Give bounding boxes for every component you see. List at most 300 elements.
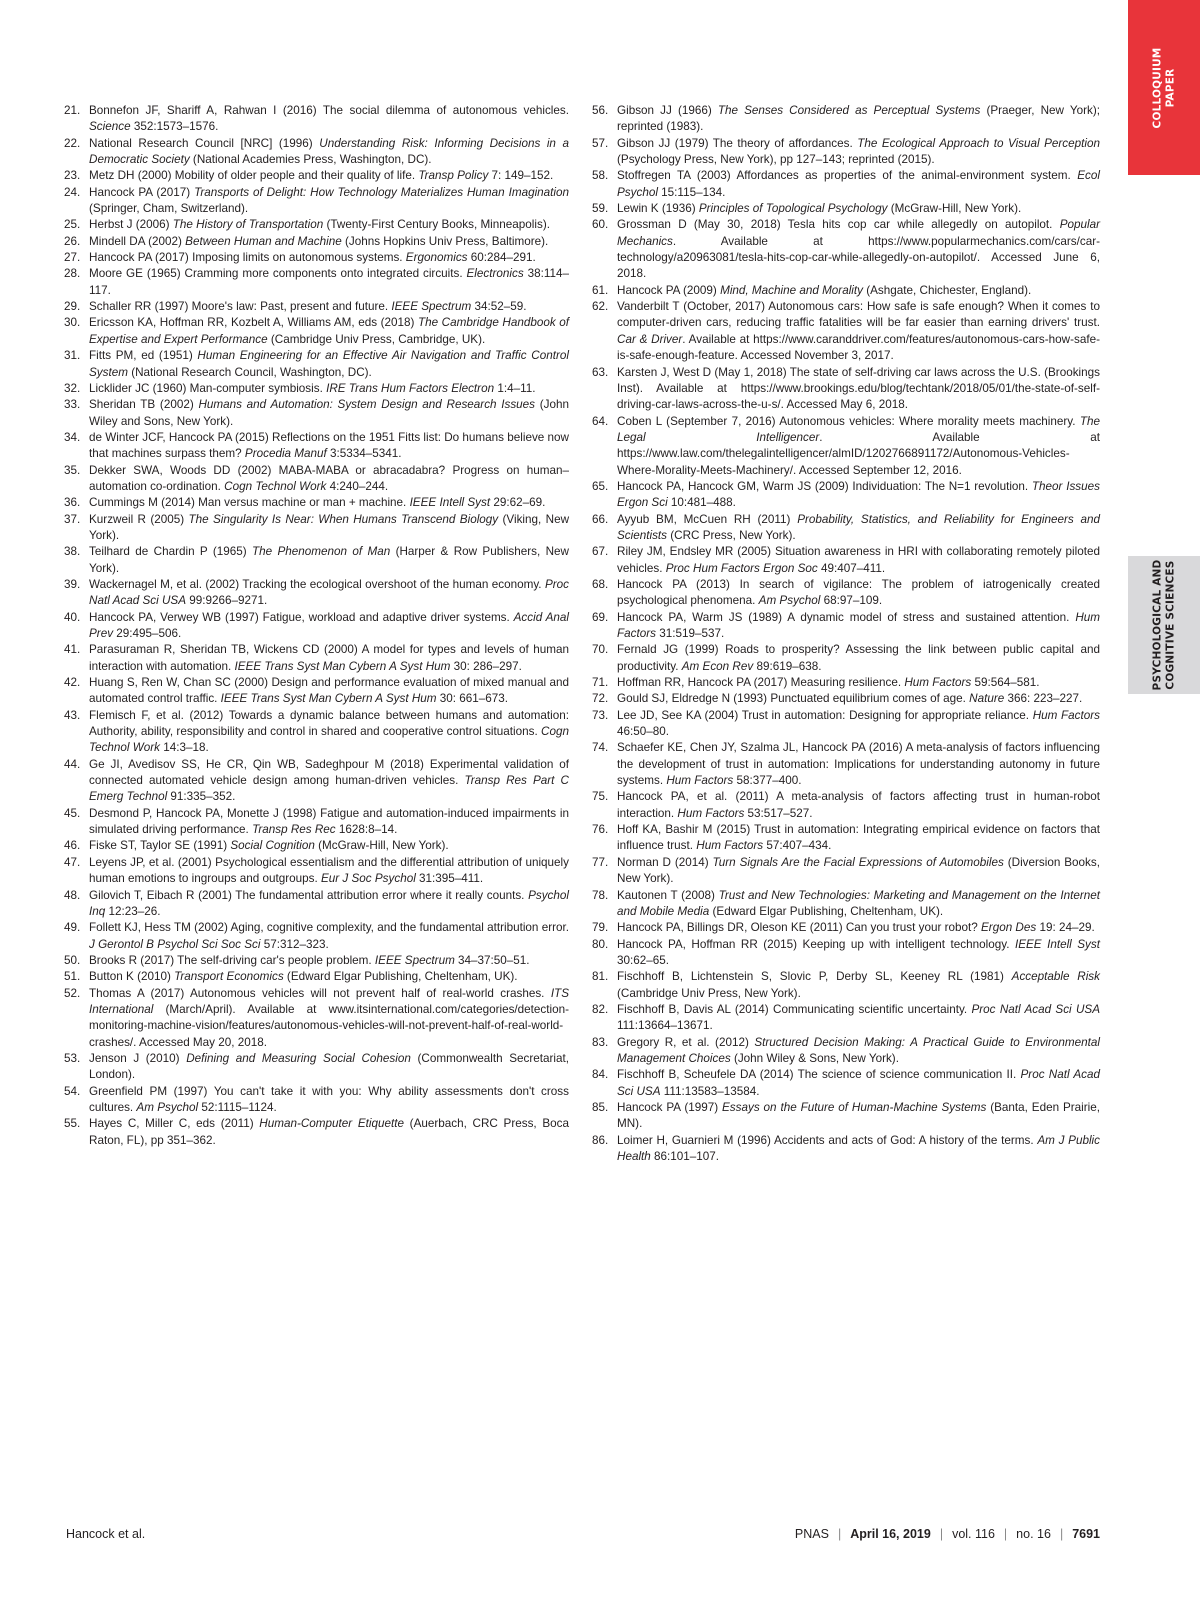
reference-text: Sheridan TB (2002) — [89, 398, 199, 412]
reference-source: Ergonomics — [405, 251, 468, 265]
reference-text: Ericsson KA, Hoffman RR, Kozbelt A, Williams AM, eds (2018) — [89, 316, 418, 330]
reference-number: 81. — [592, 970, 609, 984]
reference-number: 71. — [592, 676, 609, 690]
reference-text: de Winter JCF, Hancock PA (2015) Reflections on the 1951 Fitts list: Do humans believe now that machines surpass them? — [89, 430, 569, 461]
reference-text: (Commonwealth Secretariat, London). — [89, 1051, 569, 1082]
reference-source: Hum Factors — [666, 774, 734, 788]
reference-source: The Singularity Is Near: When Humans Transcend Biology — [188, 512, 499, 526]
reference-text: Wackernagel M, et al. (2002) Tracking the ecological overshoot of the human economy. — [89, 577, 545, 591]
reference-item — [592, 1035, 1100, 1068]
reference-source: Am J Public Health — [617, 1133, 1100, 1163]
reference-source: The Ecological Approach to Visual Perception — [857, 136, 1100, 150]
reference-number: 28. — [64, 267, 81, 281]
reference-text: 58:377–400. — [733, 774, 802, 788]
reference-text: Follett KJ, Hess TM (2002) Aging, cognitive complexity, and the fundamental attribution error. — [89, 921, 569, 935]
reference-text: . Available at https://www.popularmechanics.com/cars/car-technology/a20963081/tesla-hits-cop-car-while-allegedly-on-autopilot/. Accessed June 6, 2018. — [617, 234, 1100, 281]
reference-item — [64, 512, 569, 545]
footer-date: April 16, 2019 — [850, 1527, 931, 1541]
reference-item — [64, 1051, 569, 1084]
reference-text: Lee JD, See KA (2004) Trust in automation: Designing for appropriate reliance. — [617, 708, 1033, 722]
reference-number: 72. — [592, 692, 609, 706]
reference-text: Hancock PA, Billings DR, Oleson KE (2011) Can you trust your robot? — [617, 921, 981, 935]
reference-source: Psychol Inq — [89, 888, 569, 918]
reference-number: 56. — [592, 104, 609, 117]
reference-source: Transport Economics — [174, 970, 284, 984]
reference-source: Proc Hum Factors Ergon Soc — [665, 561, 818, 575]
reference-source: Electronics — [466, 267, 524, 281]
reference-number: 66. — [592, 512, 609, 526]
reference-source: Trust and New Technologies: Marketing and Management on the Internet and Mobile Media — [617, 888, 1100, 918]
reference-number: 83. — [592, 1035, 609, 1049]
reference-number: 47. — [64, 855, 81, 869]
reference-text: Hoffman RR, Hancock PA (2017) Measuring resilience. — [617, 676, 905, 690]
reference-text: 30: 286–297. — [450, 659, 522, 673]
reference-number: 49. — [64, 921, 81, 935]
reference-source: IEEE Trans Syst Man Cybern A Syst Hum — [234, 659, 451, 673]
reference-source: The History of Transportation — [172, 218, 324, 232]
reference-text: Greenfield PM (1997) You can't take it with you: Why ability assessments don't cross cultures. — [89, 1084, 569, 1114]
reference-item — [64, 642, 569, 675]
reference-item — [592, 299, 1100, 364]
footer-authors: Hancock et al. — [66, 1527, 146, 1541]
reference-source: Procedia Manuf — [244, 447, 327, 461]
reference-text: 4:240–244. — [326, 479, 389, 493]
reference-number: 60. — [592, 218, 609, 232]
reference-text: Huang S, Ren W, Chan SC (2000) Design and performance evaluation of mixed manual and automated control traffic. — [89, 676, 569, 706]
reference-number: 74. — [592, 741, 609, 755]
reference-number: 29. — [64, 300, 81, 314]
reference-item — [592, 1133, 1100, 1166]
reference-source: Theor Issues Ergon Sci — [617, 479, 1100, 510]
reference-text: 1:4–11. — [494, 381, 536, 395]
reference-text: (Auerbach, CRC Press, Boca Raton, FL), pp 351–362. — [89, 1117, 569, 1147]
reference-number: 53. — [64, 1051, 81, 1065]
reference-text: (National Research Council, Washington, DC). — [127, 365, 372, 379]
reference-source: The Cambridge Handbook of Expertise and Expert Performance — [89, 316, 569, 346]
reference-text: Cummings M (2014) Man versus machine or man + machine. — [89, 496, 410, 510]
reference-text: (Edward Elgar Publishing, Cheltenham, UK). — [709, 904, 944, 918]
references-column-left — [64, 103, 569, 1149]
reference-text: 30:62–65. — [617, 953, 669, 967]
reference-text: . Available at https://www.caranddriver.com/features/autonomous-cars-how-safe-is-safe-enough-feature. Accessed November 3, 2017. — [617, 332, 1100, 363]
reference-text: Hancock PA, Hoffman RR (2015) Keeping up with intelligent technology. — [617, 937, 1015, 951]
reference-item — [64, 757, 569, 806]
section-label — [1151, 560, 1177, 691]
reference-source: Human-Computer Etiquette — [259, 1117, 404, 1131]
reference-text: 352:1573–1576. — [130, 120, 219, 134]
reference-source: The Phenomenon of Man — [252, 545, 391, 559]
reference-text: Hancock PA, Verwey WB (1997) Fatigue, workload and adaptive driver systems. — [89, 610, 514, 624]
reference-source: IEEE Intell Syst — [409, 496, 491, 510]
reference-number: 25. — [64, 218, 81, 232]
reference-item — [592, 969, 1100, 1002]
reference-item — [64, 250, 569, 266]
reference-text: 31:519–537. — [655, 627, 725, 640]
reference-item — [592, 888, 1100, 921]
reference-source: J Gerontol B Psychol Sci Soc Sci — [89, 937, 261, 951]
reference-text: Hancock PA (2017) Imposing limits on autonomous systems. — [89, 251, 406, 265]
reference-item — [592, 365, 1100, 414]
reference-text: Gould SJ, Eldredge N (1993) Punctuated equilibrium comes of age. — [617, 692, 970, 706]
reference-text: (Diversion Books, New York). — [617, 855, 1100, 886]
reference-text: Metz DH (2000) Mobility of older people and their quality of life. — [89, 169, 419, 183]
reference-number: 55. — [64, 1117, 81, 1131]
reference-text: Parasuraman R, Sheridan TB, Wickens CD (2000) A model for types and levels of human interaction with automation. — [89, 643, 569, 673]
reference-number: 26. — [64, 234, 81, 248]
reference-source: Proc Natl Acad Sci USA — [971, 1002, 1100, 1016]
reference-item — [64, 577, 569, 610]
reference-text: Gregory R, et al. (2012) — [617, 1035, 755, 1049]
reference-text: 89:619–638. — [753, 659, 822, 673]
reference-text: Lewin K (1936) — [617, 202, 699, 216]
reference-text: Leyens JP, et al. (2001) Psychological essentialism and the differential attribution of uniquely human emotions to ingroups and outgroups. — [89, 855, 569, 886]
reference-text: 60:284–291. — [467, 251, 536, 265]
reference-item — [64, 234, 569, 250]
reference-item — [64, 920, 569, 953]
reference-source: The Legal Intelligencer — [617, 414, 1100, 444]
reference-text: (Psychology Press, New York), pp 127–143; reprinted (2015). — [617, 153, 935, 167]
reference-item — [64, 168, 569, 184]
reference-text: Norman D (2014) — [617, 855, 713, 869]
reference-number: 78. — [592, 888, 609, 902]
reference-text: (Banta, Eden Prairie, MN). — [617, 1100, 1100, 1131]
reference-item — [64, 299, 569, 315]
reference-text: Moore GE (1965) Cramming more components onto integrated circuits. — [89, 267, 467, 281]
reference-item — [64, 986, 569, 1051]
reference-item — [64, 544, 569, 577]
reference-text: Schaller RR (1997) Moore's law: Past, present and future. — [89, 300, 392, 314]
reference-text: 31:395–411. — [415, 872, 484, 886]
reference-item — [64, 266, 569, 299]
reference-text: Hoff KA, Bashir M (2015) Trust in automation: Integrating empirical evidence on factors that influence trust. — [617, 823, 1100, 853]
reference-source: Hum Factors — [904, 676, 972, 690]
reference-text: Brooks R (2017) The self-driving car's people problem. — [89, 953, 375, 967]
reference-item — [64, 969, 569, 985]
reference-text: Flemisch F, et al. (2012) Towards a dynamic balance between humans and automation: Authority, ability, responsibility and control in shared and cooperative control situations. — [89, 708, 569, 739]
reference-text: Kautonen T (2008) — [617, 888, 719, 902]
reference-number: 36. — [64, 496, 81, 510]
reference-text: 14:3–18. — [160, 741, 209, 755]
reference-number: 22. — [64, 136, 81, 150]
reference-text: (John Wiley and Sons, New York). — [89, 398, 569, 428]
reference-number: 70. — [592, 643, 609, 657]
reference-number: 40. — [64, 610, 81, 624]
reference-number: 85. — [592, 1100, 609, 1114]
reference-item — [592, 201, 1100, 217]
reference-text: (McGraw-Hill, New York). — [887, 202, 1022, 216]
reference-text: 10:481–488. — [667, 496, 736, 510]
reference-text: 49:407–411. — [817, 561, 886, 575]
reference-text: Fischhoff B, Scheufele DA (2014) The science of science communication II. — [617, 1068, 1021, 1082]
reference-number: 64. — [592, 414, 609, 428]
reference-text: (Ashgate, Chichester, England). — [863, 283, 1032, 297]
footer-separator: | — [939, 1527, 944, 1541]
reference-item — [592, 675, 1100, 691]
reference-item — [592, 1100, 1100, 1133]
reference-text: Thomas A (2017) Autonomous vehicles will not prevent half of real-world crashes. — [89, 986, 551, 1000]
reference-item — [64, 397, 569, 430]
reference-text: 91:335–352. — [167, 790, 236, 804]
reference-number: 35. — [64, 463, 81, 477]
tab-line: COGNITIVE SCIENCES — [1164, 560, 1177, 690]
reference-number: 52. — [64, 986, 81, 1000]
reference-source: Understanding Risk: Informing Decisions in a Democratic Society — [89, 136, 569, 167]
reference-source: Human Engineering for an Effective Air Navigation and Traffic Control System — [89, 349, 569, 379]
reference-source: Hum Factors — [617, 610, 1100, 640]
reference-number: 45. — [64, 806, 81, 820]
reference-text: 12:23–26. — [105, 904, 161, 918]
reference-text: Licklider JC (1960) Man-computer symbiosis. — [89, 381, 327, 395]
tab-line: PAPER — [1164, 68, 1176, 107]
reference-item — [592, 479, 1100, 512]
reference-number: 54. — [64, 1084, 81, 1098]
reference-item — [64, 217, 569, 233]
reference-text: 111:13583–13584. — [660, 1084, 760, 1098]
reference-item — [64, 381, 569, 397]
reference-text: (Springer, Cham, Switzerland). — [89, 202, 249, 216]
reference-item — [592, 1067, 1100, 1100]
reference-item — [64, 1116, 569, 1149]
reference-text: . Available at https://www.law.com/thelegalintelligencer/almID/1202766891172/Autonomous-Vehicles-Where-Morality-Meets-Machinery/. Accessed September 12, 2016. — [617, 430, 1100, 477]
reference-source: Car & Driver — [617, 332, 683, 346]
reference-number: 69. — [592, 610, 609, 624]
reference-number: 33. — [64, 398, 81, 412]
reference-number: 44. — [64, 757, 81, 771]
reference-item — [64, 838, 569, 854]
reference-text: (Harper & Row Publishers, New York). — [89, 545, 569, 575]
reference-source: Acceptable Risk — [1011, 970, 1100, 984]
reference-text: Fischhoff B, Lichtenstein S, Slovic P, Derby SL, Keeney RL (1981) — [617, 970, 1012, 984]
reference-text: (Twenty-First Century Books, Minneapolis). — [323, 218, 550, 232]
reference-number: 84. — [592, 1068, 609, 1082]
footer-page-number: 7691 — [1072, 1527, 1100, 1541]
reference-number: 57. — [592, 136, 609, 150]
reference-item — [64, 675, 569, 708]
reference-number: 41. — [64, 643, 81, 657]
reference-number: 62. — [592, 300, 609, 314]
reference-text: Fiske ST, Taylor SE (1991) — [89, 839, 231, 853]
reference-source: Between Human and Machine — [185, 234, 342, 248]
reference-text: Schaefer KE, Chen JY, Szalma JL, Hancock PA (2016) A meta-analysis of factors influencing the development of trust in automation: Implications for understanding autonomy in future systems. — [617, 741, 1100, 788]
reference-item — [64, 348, 569, 381]
reference-source: Defining and Measuring Social Cohesion — [186, 1051, 411, 1065]
reference-text: (Praeger, New York); reprinted (1983). — [617, 104, 1100, 134]
colloquium-paper-label — [1151, 47, 1177, 128]
reference-source: Cogn Technol Work — [224, 479, 327, 493]
colloquium-paper-tab — [1128, 0, 1200, 175]
footer-separator: | — [837, 1527, 842, 1541]
reference-item — [592, 822, 1100, 855]
reference-item — [592, 937, 1100, 970]
footer-separator: | — [1059, 1527, 1064, 1541]
reference-item — [64, 463, 569, 496]
reference-text: (Cambridge Univ Press, Cambridge, UK). — [267, 332, 486, 346]
reference-source: Hum Factors — [677, 806, 745, 820]
reference-item — [64, 136, 569, 169]
reference-source: Proc Natl Acad Sci USA — [89, 577, 569, 608]
reference-text: (Johns Hopkins Univ Press, Baltimore). — [341, 234, 549, 248]
reference-text: Bonnefon JF, Shariff A, Rahwan I (2016) The social dilemma of autonomous vehicles. — [89, 104, 569, 117]
reference-number: 59. — [592, 202, 609, 216]
reference-text: Ayyub BM, McCuen RH (2011) — [617, 512, 798, 526]
reference-source: ITS International — [89, 986, 569, 1016]
reference-text: (Cambridge Univ Press, New York). — [617, 986, 801, 1000]
reference-text: Coben L (September 7, 2016) Autonomous vehicles: Where morality meets machinery. — [617, 414, 1080, 428]
reference-text: Hayes C, Miller C, eds (2011) — [89, 1117, 260, 1131]
reference-text: 52:1115–1124. — [198, 1100, 277, 1114]
reference-text: 15:115–134. — [657, 185, 726, 199]
reference-source: Transports of Delight: How Technology Materializes Human Imagination — [194, 185, 570, 199]
reference-item — [592, 855, 1100, 888]
reference-item — [592, 1002, 1100, 1035]
reference-text: Hancock PA, et al. (2011) A meta-analysis of factors affecting trust in human-robot interaction. — [617, 790, 1100, 820]
reference-number: 73. — [592, 708, 609, 722]
reference-number: 42. — [64, 676, 81, 690]
reference-text: Button K (2010) — [89, 970, 175, 984]
reference-item — [592, 920, 1100, 936]
reference-text: 7: 149–152. — [488, 169, 554, 183]
reference-item — [64, 888, 569, 921]
reference-number: 37. — [64, 512, 81, 526]
reference-source: Transp Policy — [418, 169, 489, 183]
reference-number: 34. — [64, 430, 81, 444]
reference-source: Proc Natl Acad Sci USA — [617, 1068, 1100, 1098]
reference-number: 75. — [592, 790, 609, 804]
references-column-right — [592, 103, 1100, 1165]
reference-number: 38. — [64, 545, 81, 559]
reference-text: Loimer H, Guarnieri M (1996) Accidents and acts of God: A history of the terms. — [617, 1133, 1038, 1147]
reference-text: Riley JM, Endsley MR (2005) Situation awareness in HRI with collaborating remotely piloted vehicles. — [617, 545, 1100, 575]
reference-source: Probability, Statistics, and Reliability for Engineers and Scientists — [617, 512, 1100, 542]
footer-journal: PNAS — [794, 1527, 829, 1541]
reference-text: Gibson JJ (1966) — [617, 104, 718, 117]
reference-text: 59:564–581. — [971, 676, 1040, 690]
reference-text: Grossman D (May 30, 2018) Tesla hits cop car while allegedly on autopilot. — [617, 218, 1060, 232]
reference-item — [592, 708, 1100, 741]
reference-number: 21. — [64, 104, 81, 117]
reference-text: 68:97–109. — [820, 594, 883, 608]
reference-source: Eur J Soc Psychol — [320, 872, 416, 886]
reference-text: Mindell DA (2002) — [89, 234, 186, 248]
reference-text: 19: 24–29. — [1036, 921, 1095, 935]
reference-item — [592, 577, 1100, 610]
reference-text: Gibson JJ (1979) The theory of affordances. — [617, 136, 858, 150]
reference-source: IRE Trans Hum Factors Electron — [326, 381, 495, 395]
tab-line: PSYCHOLOGICAL AND — [1151, 559, 1164, 691]
footer-separator: | — [1003, 1527, 1008, 1541]
reference-source: Essays on the Future of Human-Machine Systems — [722, 1100, 987, 1114]
reference-item — [592, 217, 1100, 282]
reference-item — [592, 740, 1100, 789]
reference-number: 32. — [64, 381, 81, 395]
footer-citation — [795, 1526, 1100, 1542]
reference-source: Ergon Des — [981, 921, 1037, 935]
reference-number: 27. — [64, 251, 81, 265]
reference-number: 65. — [592, 479, 609, 493]
tab-line: COLLOQUIUM — [1151, 47, 1163, 128]
reference-item — [64, 610, 569, 643]
reference-source: Am Psychol — [136, 1100, 199, 1114]
reference-number: 61. — [592, 283, 609, 297]
reference-source: Popular Mechanics — [617, 218, 1100, 248]
reference-item — [592, 168, 1100, 201]
reference-item — [592, 512, 1100, 545]
reference-text: Hancock PA (2009) — [617, 283, 721, 297]
reference-text: Hancock PA (1997) — [617, 1100, 722, 1114]
reference-number: 39. — [64, 577, 81, 591]
reference-source: Social Cognition — [230, 839, 315, 853]
reference-text: (McGraw-Hill, New York). — [314, 839, 449, 853]
reference-text: 29:495–506. — [113, 627, 182, 640]
reference-source: IEEE Spectrum — [391, 300, 472, 314]
reference-text: 57:407–434. — [763, 839, 832, 853]
reference-number: 51. — [64, 970, 81, 984]
reference-source: IEEE Spectrum — [374, 953, 455, 967]
reference-item — [592, 691, 1100, 707]
reference-source: Am Econ Rev — [681, 659, 754, 673]
reference-number: 76. — [592, 823, 609, 837]
reference-number: 67. — [592, 545, 609, 559]
reference-number: 30. — [64, 316, 81, 330]
reference-text: 38:114–117. — [89, 267, 569, 297]
reference-number: 77. — [592, 855, 609, 869]
reference-text: 366: 223–227. — [1004, 692, 1083, 706]
reference-text: Fischhoff B, Davis AL (2014) Communicating scientific uncertainty. — [617, 1002, 972, 1016]
reference-item — [64, 103, 569, 136]
reference-item — [592, 544, 1100, 577]
reference-source: Science — [89, 120, 131, 134]
reference-text: Kurzweil R (2005) — [89, 512, 189, 526]
reference-item — [592, 789, 1100, 822]
reference-source: Transp Res Part C Emerg Technol — [89, 774, 569, 804]
reference-text: (Viking, New York). — [89, 512, 570, 542]
reference-source: Transp Res Rec — [252, 823, 336, 837]
reference-text: 99:9266–9271. — [186, 594, 268, 608]
reference-text: Hancock PA (2013) In search of vigilance: The problem of iatrogenically created psychological phenomena. — [617, 577, 1100, 608]
reference-text: 3:5334–5341. — [326, 447, 402, 461]
reference-text: 34–37:50–51. — [454, 953, 530, 967]
reference-text: Herbst J (2006) — [89, 218, 173, 232]
reference-source: Humans and Automation: System Design and Research Issues — [198, 398, 536, 412]
reference-item — [592, 642, 1100, 675]
reference-number: 48. — [64, 888, 81, 902]
reference-text: Dekker SWA, Woods DD (2002) MABA-MABA or abracadabra? Progress on human–automation co-ordination. — [89, 463, 569, 493]
reference-item — [592, 610, 1100, 643]
reference-text: Desmond P, Hancock PA, Monette J (1998) Fatigue and automation-induced impairments in simulated driving performance. — [89, 806, 569, 837]
reference-text: 34:52–59. — [471, 300, 527, 314]
reference-text: 111:13664–13671. — [617, 1019, 713, 1033]
reference-item — [592, 283, 1100, 299]
reference-text: (John Wiley & Sons, New York). — [730, 1051, 899, 1065]
reference-list — [64, 103, 569, 1149]
reference-source: Ecol Psychol — [617, 169, 1100, 199]
footer-issue: no. 16 — [1016, 1527, 1051, 1541]
reference-number: 86. — [592, 1133, 609, 1147]
reference-text: 29:62–69. — [490, 496, 546, 510]
reference-item — [64, 806, 569, 839]
reference-item — [64, 1084, 569, 1117]
reference-text: 53:517–527. — [744, 806, 813, 820]
reference-source: Accid Anal Prev — [89, 610, 569, 640]
reference-text: Jenson J (2010) — [89, 1051, 187, 1065]
reference-text: Hancock PA, Warm JS (1989) A dynamic model of stress and sustained attention. — [617, 610, 1076, 624]
reference-item — [592, 136, 1100, 169]
reference-source: Turn Signals Are the Facial Expressions of Automobiles — [712, 855, 1004, 869]
reference-number: 80. — [592, 937, 609, 951]
reference-text: Fitts PM, ed (1951) — [89, 349, 198, 363]
reference-item — [64, 708, 569, 757]
reference-number: 58. — [592, 169, 609, 183]
